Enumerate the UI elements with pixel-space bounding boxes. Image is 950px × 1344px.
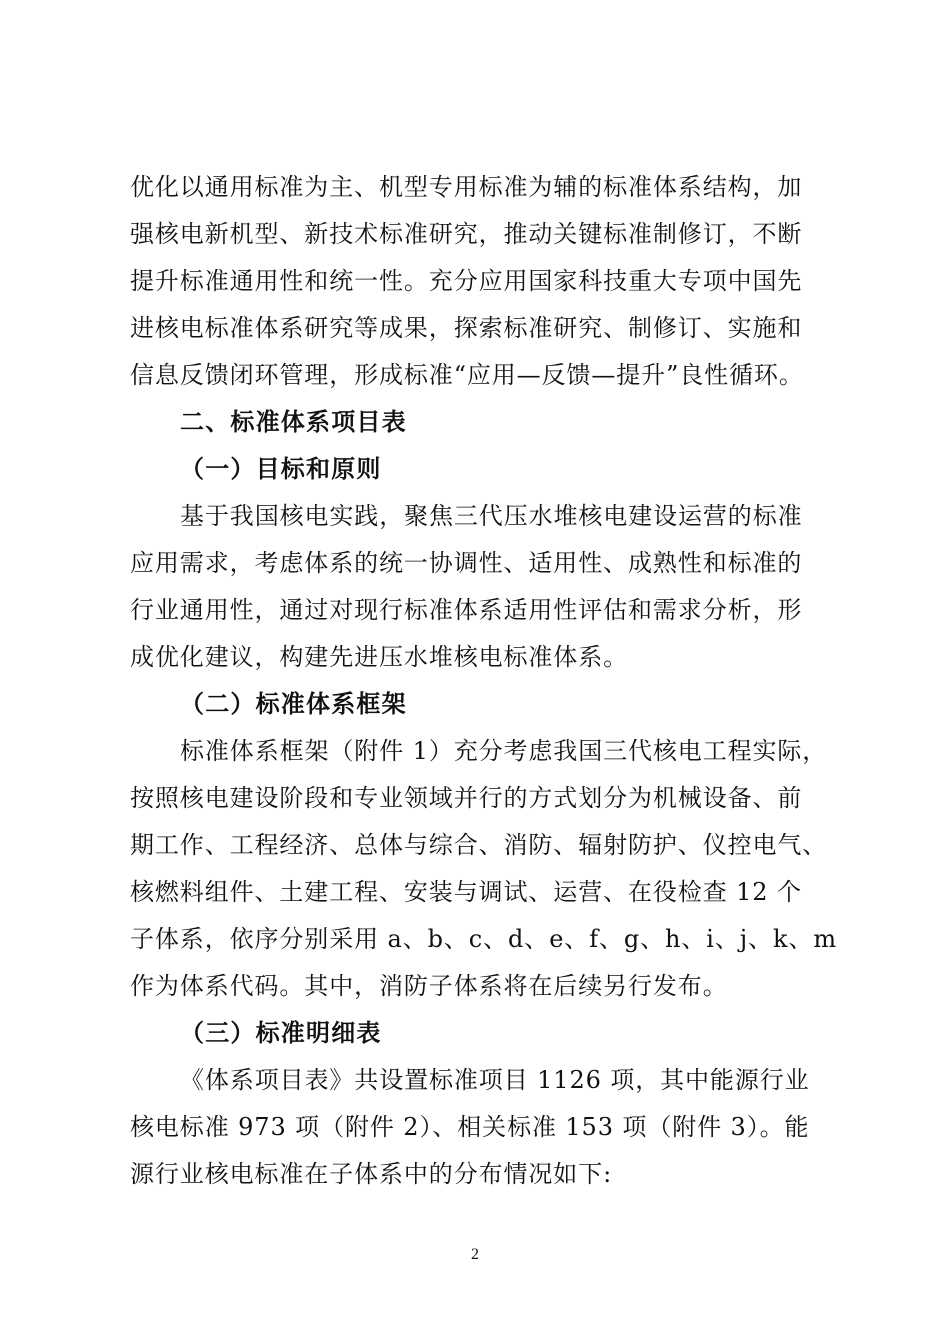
paragraph-line: 优化以通用标准为主、机型专用标准为辅的标准体系结构，加 <box>130 173 803 201</box>
paragraph-line: 核电标准 973 项（附件 2）、相关标准 153 项（附件 3）。能 <box>130 1113 810 1141</box>
paragraph-line: 信息反馈闭环管理，形成标准“应用—反馈—提升”良性循环。 <box>130 361 804 389</box>
paragraph-line: 按照核电建设阶段和专业领域并行的方式划分为机械设备、前 <box>130 784 803 812</box>
subsection-heading: （一）目标和原则 <box>180 455 382 483</box>
paragraph-line: 提升标准通用性和统一性。充分应用国家科技重大专项中国先 <box>130 267 803 295</box>
page-number: 2 <box>471 1246 479 1263</box>
paragraph-line: 应用需求，考虑体系的统一协调性、适用性、成熟性和标准的 <box>130 549 803 577</box>
subsection-heading: （三）标准明细表 <box>180 1019 382 1047</box>
paragraph-line: 基于我国核电实践，聚焦三代压水堆核电建设运营的标准 <box>180 502 803 530</box>
paragraph-line: 《体系项目表》共设置标准项目 1126 项，其中能源行业 <box>180 1066 810 1094</box>
section-heading: 二、标准体系项目表 <box>180 408 407 436</box>
paragraph-line: 进核电标准体系研究等成果，探索标准研究、制修订、实施和 <box>130 314 803 342</box>
paragraph-line: 成优化建议，构建先进压水堆核电标准体系。 <box>130 643 628 671</box>
paragraph-line: 子体系，依序分别采用 a、b、c、d、e、f、g、h、i、j、k、m <box>130 925 838 953</box>
paragraph-line: 核燃料组件、土建工程、安装与调试、运营、在役检查 12 个 <box>130 878 802 906</box>
paragraph-line: 行业通用性，通过对现行标准体系适用性评估和需求分析，形 <box>130 596 803 624</box>
paragraph-line: 作为体系代码。其中，消防子体系将在后续另行发布。 <box>130 972 728 1000</box>
paragraph-line: 期工作、工程经济、总体与综合、消防、辐射防护、仪控电气、 <box>130 831 828 859</box>
paragraph-line: 源行业核电标准在子体系中的分布情况如下: <box>130 1160 613 1188</box>
subsection-heading: （二）标准体系框架 <box>180 690 407 718</box>
paragraph-line: 强核电新机型、新技术标准研究，推动关键标准制修订，不断 <box>130 220 803 248</box>
paragraph-line: 标准体系框架（附件 1）充分考虑我国三代核电工程实际， <box>180 737 828 765</box>
